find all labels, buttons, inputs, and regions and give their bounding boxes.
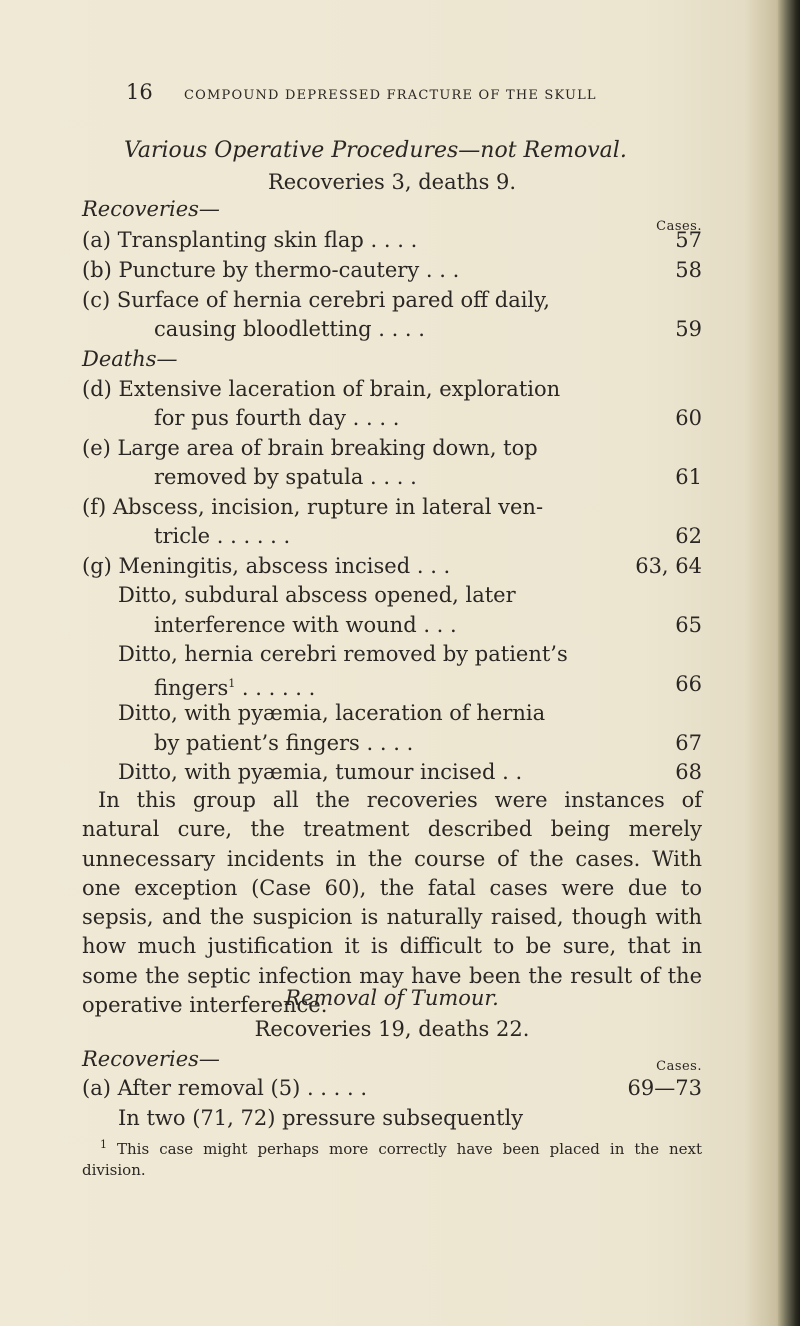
- entry-a: (a) Transplanting skin flap . . . .: [82, 228, 418, 252]
- entry-ditto-pyaemia-tumour-case: 68: [675, 760, 702, 784]
- section-title: Various Operative Procedures—not Removal.: [124, 138, 627, 163]
- entry-ditto-pyaemia-hernia-cont: by patient’s fingers . . . .: [154, 731, 414, 755]
- entry-ditto-subdural: Ditto, subdural abscess opened, later: [118, 583, 516, 607]
- footnote-mark: 1: [100, 1138, 107, 1151]
- page-binding-edge: [778, 0, 800, 1326]
- entry-ditto-hernia: Ditto, hernia cerebri removed by patient’s: [118, 642, 568, 666]
- recoveries-heading: Recoveries—: [82, 197, 220, 221]
- footnote-ref: 1: [228, 677, 236, 690]
- entry-e-cont: removed by spatula . . . .: [154, 465, 417, 489]
- page-number: 16: [126, 80, 153, 104]
- entry-e-case: 61: [675, 465, 702, 489]
- entry-b-case: 58: [675, 258, 702, 282]
- entry-ditto-hernia-case: 66: [675, 672, 702, 696]
- section2-entry-a-cases: 69—73: [627, 1076, 702, 1100]
- entry-f: (f) Abscess, incision, rupture in lateral ven-: [82, 495, 544, 519]
- entry-ditto-pyaemia-tumour: Ditto, with pyæmia, tumour incised . .: [118, 760, 523, 784]
- entry-f-cont: tricle . . . . . .: [154, 524, 291, 548]
- entry-c: (c) Surface of hernia cerebri pared off daily,: [82, 288, 550, 312]
- entry-b: (b) Puncture by thermo-cautery . . .: [82, 258, 460, 282]
- entry-ditto-pyaemia-hernia: Ditto, with pyæmia, laceration of hernia: [118, 701, 546, 725]
- entry-c-case: 59: [675, 317, 702, 341]
- fingers-dots: . . . . . .: [235, 676, 316, 700]
- footnote-text: This case might perhaps more correctly have been placed in the next division.: [82, 1140, 702, 1179]
- entry-f-case: 62: [675, 524, 702, 548]
- entry-ditto-subdural-cont: interference with wound . . .: [154, 613, 457, 637]
- entry-e: (e) Large area of brain breaking down, top: [82, 436, 538, 460]
- entry-d: (d) Extensive laceration of brain, exploration: [82, 377, 561, 401]
- section-summary: Recoveries 3, deaths 9.: [267, 170, 517, 194]
- entry-c-cont: causing bloodletting . . . .: [154, 317, 425, 341]
- deaths-heading: Deaths—: [82, 347, 178, 371]
- entry-d-case: 60: [675, 406, 702, 430]
- section2-continuation: In two (71, 72) pressure subsequently: [118, 1106, 524, 1130]
- section2-cases-heading: Cases.: [656, 1059, 702, 1074]
- section2-entry-a: (a) After removal (5) . . . . .: [82, 1076, 368, 1100]
- fingers-word: fingers: [154, 676, 229, 700]
- entry-ditto-subdural-case: 65: [675, 613, 702, 637]
- entry-d-cont: for pus fourth day . . . .: [154, 406, 400, 430]
- entry-g-case: 63, 64: [635, 554, 702, 578]
- section2-summary: Recoveries 19, deaths 22.: [254, 1017, 530, 1041]
- running-title: COMPOUND DEPRESSED FRACTURE OF THE SKULL: [184, 88, 597, 103]
- section2-recoveries-heading: Recoveries—: [82, 1047, 220, 1071]
- section2-title: Removal of Tumour.: [285, 986, 499, 1010]
- footnote: [82, 1134, 702, 1181]
- cases-column-heading: Cases.: [656, 219, 702, 234]
- entry-a-case: 57: [675, 228, 702, 252]
- entry-g: (g) Meningitis, abscess incised . . .: [82, 554, 451, 578]
- discussion-paragraph: In this group all the recoveries were instances of natural cure, the treatment described being merely unnecessary incidents in the course of the cases. With one exception (Case 60), the fatal cases were due to sepsis, and the suspicion is naturally raised, though with how much justification it is difficult to be sure, that in some the septic infection may have been the result of the operative interference.: [82, 788, 702, 1018]
- entry-ditto-pyaemia-hernia-case: 67: [675, 731, 702, 755]
